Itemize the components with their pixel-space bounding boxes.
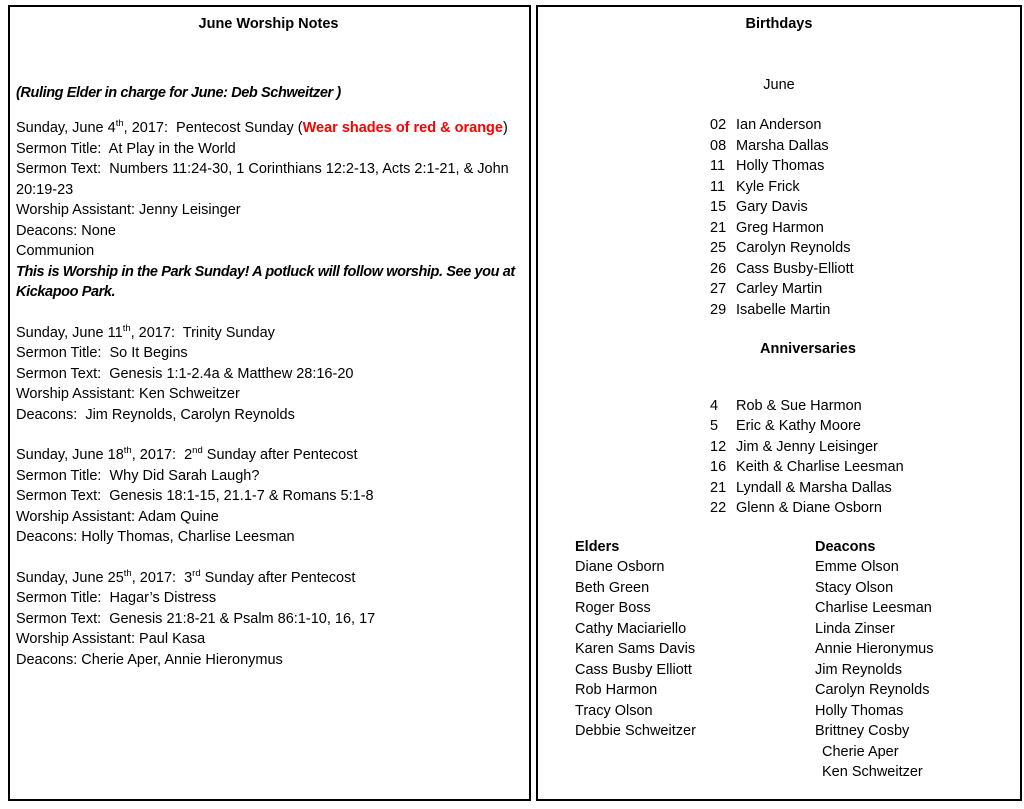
elder-name: Rob Harmon (575, 682, 658, 698)
anniversary-item (710, 416, 1014, 437)
deacons-header: Deacons (815, 538, 876, 555)
birthdays-panel (536, 5, 1022, 801)
birthday-name: Ian Anderson (736, 117, 822, 133)
anniversary-names: Eric & Kathy Moore (736, 418, 861, 434)
service-block-june-4 (16, 118, 521, 303)
birthday-name: Marsha Dallas (736, 137, 829, 154)
elder-name: Debbie Schweitzer (575, 723, 696, 739)
deacons-line: Deacons: Cherie Aper, Annie Hieronymus (16, 651, 283, 668)
anniversary-item (710, 478, 1014, 499)
birthday-item (710, 279, 1014, 300)
sermon-title-line: Sermon Title: Why Did Sarah Laugh? (16, 467, 260, 484)
sermon-title-line: Sermon Title: So It Begins (16, 345, 188, 361)
elder-name: Cass Busby Elliott (575, 661, 692, 678)
sermon-text-line: Sermon Text: Numbers 11:24-30, 1 Corinthians 12:2-13, Acts 2:1-21, & John 20:19-23 (16, 161, 513, 198)
anniversary-item (710, 498, 1014, 519)
anniversary-item (710, 437, 1014, 458)
deacons-line: Deacons: None (16, 222, 116, 239)
birthday-day: 21 (710, 219, 727, 236)
birthday-day: 15 (710, 199, 727, 215)
closing-paren: ) (502, 120, 508, 136)
service-title-text: , 2017: Pentecost Sunday ( (123, 120, 303, 136)
birthday-name: Greg Harmon (736, 219, 824, 236)
worship-assistant-line: Worship Assistant: Jenny Leisinger (16, 202, 241, 218)
birthday-item (710, 136, 1014, 157)
service-title-text: , 2017: 3 (131, 569, 193, 586)
birthday-day: 25 (710, 240, 727, 256)
service-heading (16, 323, 521, 344)
anniversary-day: 5 (710, 418, 719, 434)
service-heading (16, 445, 521, 466)
worship-assistant-line: Worship Assistant: Ken Schweitzer (16, 386, 240, 402)
anniversary-item (710, 396, 1014, 417)
deacon-name: Annie Hieronymus (815, 641, 934, 657)
deacon-name: Charlise Leesman (815, 600, 932, 616)
sermon-text-line: Sermon Text: Genesis 18:1-15, 21.1-7 & Romans 5:1-8 (16, 488, 374, 504)
anniversary-names: Jim & Jenny Leisinger (736, 438, 878, 455)
service-title-text: , 2017: 2 (131, 447, 193, 463)
service-heading (16, 118, 521, 139)
birthday-name: Kyle Frick (736, 178, 800, 195)
sermon-text-line: Sermon Text: Genesis 21:8-21 & Psalm 86:1-10, 16, 17 (16, 610, 376, 627)
dress-code-highlight: Wear shades of red & orange (302, 120, 503, 136)
birthday-day: 11 (710, 178, 726, 195)
birthday-day: 11 (710, 158, 726, 174)
anniversary-day: 12 (710, 438, 727, 455)
birthday-day: 29 (710, 301, 727, 318)
deacon-name: Stacy Olson (815, 579, 894, 596)
anniversary-names: Rob & Sue Harmon (736, 397, 862, 414)
communion-line: Communion (16, 243, 95, 259)
deacon-name: Ken Schweitzer (822, 764, 923, 780)
birthday-name: Gary Davis (736, 199, 808, 215)
elder-name: Beth Green (575, 579, 650, 596)
birthday-name: Carolyn Reynolds (736, 240, 851, 256)
deacon-name: Holly Thomas (815, 702, 904, 719)
sermon-title-line: Sermon Title: Hagar’s Distress (16, 590, 217, 606)
birthday-item (710, 238, 1014, 259)
anniversary-item (710, 457, 1014, 478)
park-sunday-note: This is Worship in the Park Sunday! A potluck will follow worship. See you at Kickapoo Park. (16, 263, 519, 300)
birthday-name: Cass Busby-Elliott (736, 260, 854, 277)
ordinal-suffix: th (115, 118, 124, 130)
birthday-item (710, 300, 1014, 321)
ordinal-suffix: th (122, 322, 131, 334)
birthday-item (710, 197, 1014, 218)
deacon-name: Linda Zinser (815, 620, 895, 637)
service-date-text: Sunday, June 18 (16, 447, 124, 463)
birthday-item (710, 218, 1014, 239)
ordinal-suffix: nd (192, 445, 203, 457)
elder-name: Cathy Maciariello (575, 620, 687, 637)
deacon-name: Cherie Aper (822, 743, 899, 760)
elders-deacons-section (544, 537, 1014, 783)
birthday-item (710, 177, 1014, 198)
ordinal-suffix: th (123, 567, 132, 579)
deacons-column (815, 537, 1014, 783)
service-title-tail: Sunday after Pentecost (202, 447, 358, 463)
birthdays-title: Birthdays (745, 16, 813, 32)
anniversary-names: Glenn & Diane Osborn (736, 500, 882, 516)
elder-name: Tracy Olson (575, 702, 653, 719)
service-title-text: , 2017: Trinity Sunday (130, 324, 275, 341)
birthday-item (710, 156, 1014, 177)
sermon-text-line: Sermon Text: Genesis 1:1-2.4a & Matthew 28:16-20 (16, 365, 354, 382)
anniversaries-header: Anniversaries (760, 341, 856, 357)
worship-assistant-line: Worship Assistant: Adam Quine (16, 508, 219, 525)
birthday-name: Isabelle Martin (736, 301, 831, 318)
deacon-name: Jim Reynolds (815, 661, 903, 678)
anniversary-day: 16 (710, 459, 727, 475)
birthday-item (710, 259, 1014, 280)
elder-name: Karen Sams Davis (575, 641, 696, 657)
service-block-june-25 (16, 568, 521, 671)
ordinal-suffix: rd (192, 567, 201, 579)
birthday-name: Holly Thomas (736, 158, 825, 174)
anniversary-names: Lyndall & Marsha Dallas (736, 479, 892, 496)
service-block-june-11 (16, 323, 521, 426)
worship-notes-panel (8, 5, 531, 801)
elder-name: Diane Osborn (575, 559, 665, 575)
deacon-name: Emme Olson (815, 559, 899, 575)
elders-column (575, 537, 815, 783)
service-date-text: Sunday, June 11 (16, 324, 123, 341)
anniversary-day: 4 (710, 397, 719, 414)
birthday-item (710, 115, 1014, 136)
birthday-name: Carley Martin (736, 281, 823, 297)
service-title-tail: Sunday after Pentecost (200, 569, 356, 586)
service-block-june-18 (16, 445, 521, 548)
worship-assistant-line: Worship Assistant: Paul Kasa (16, 631, 206, 647)
birthday-day: 26 (710, 260, 727, 277)
service-date-text: Sunday, June 4 (16, 120, 116, 136)
sermon-title-line: Sermon Title: At Play in the World (16, 140, 236, 157)
anniversary-day: 21 (710, 479, 727, 496)
birthday-day: 27 (710, 281, 727, 297)
service-date-text: Sunday, June 25 (16, 569, 124, 586)
ordinal-suffix: th (123, 445, 132, 457)
anniversary-day: 22 (710, 500, 727, 516)
deacons-line: Deacons: Jim Reynolds, Carolyn Reynolds (16, 406, 295, 423)
month-header: June (763, 76, 795, 93)
deacons-line: Deacons: Holly Thomas, Charlise Leesman (16, 529, 295, 545)
birthday-day: 08 (710, 137, 727, 154)
ruling-elder-note: (Ruling Elder in charge for June: Deb Schweitzer ) (16, 84, 341, 101)
deacon-name: Brittney Cosby (815, 723, 910, 739)
anniversary-list (710, 396, 1014, 519)
elders-header: Elders (575, 538, 620, 555)
birthday-day: 02 (710, 117, 727, 133)
elder-name: Roger Boss (575, 600, 651, 616)
worship-notes-title: June Worship Notes (198, 16, 339, 32)
anniversary-names: Keith & Charlise Leesman (736, 459, 904, 475)
birthday-list (710, 115, 1014, 320)
deacon-name: Carolyn Reynolds (815, 682, 930, 698)
service-heading (16, 568, 521, 589)
